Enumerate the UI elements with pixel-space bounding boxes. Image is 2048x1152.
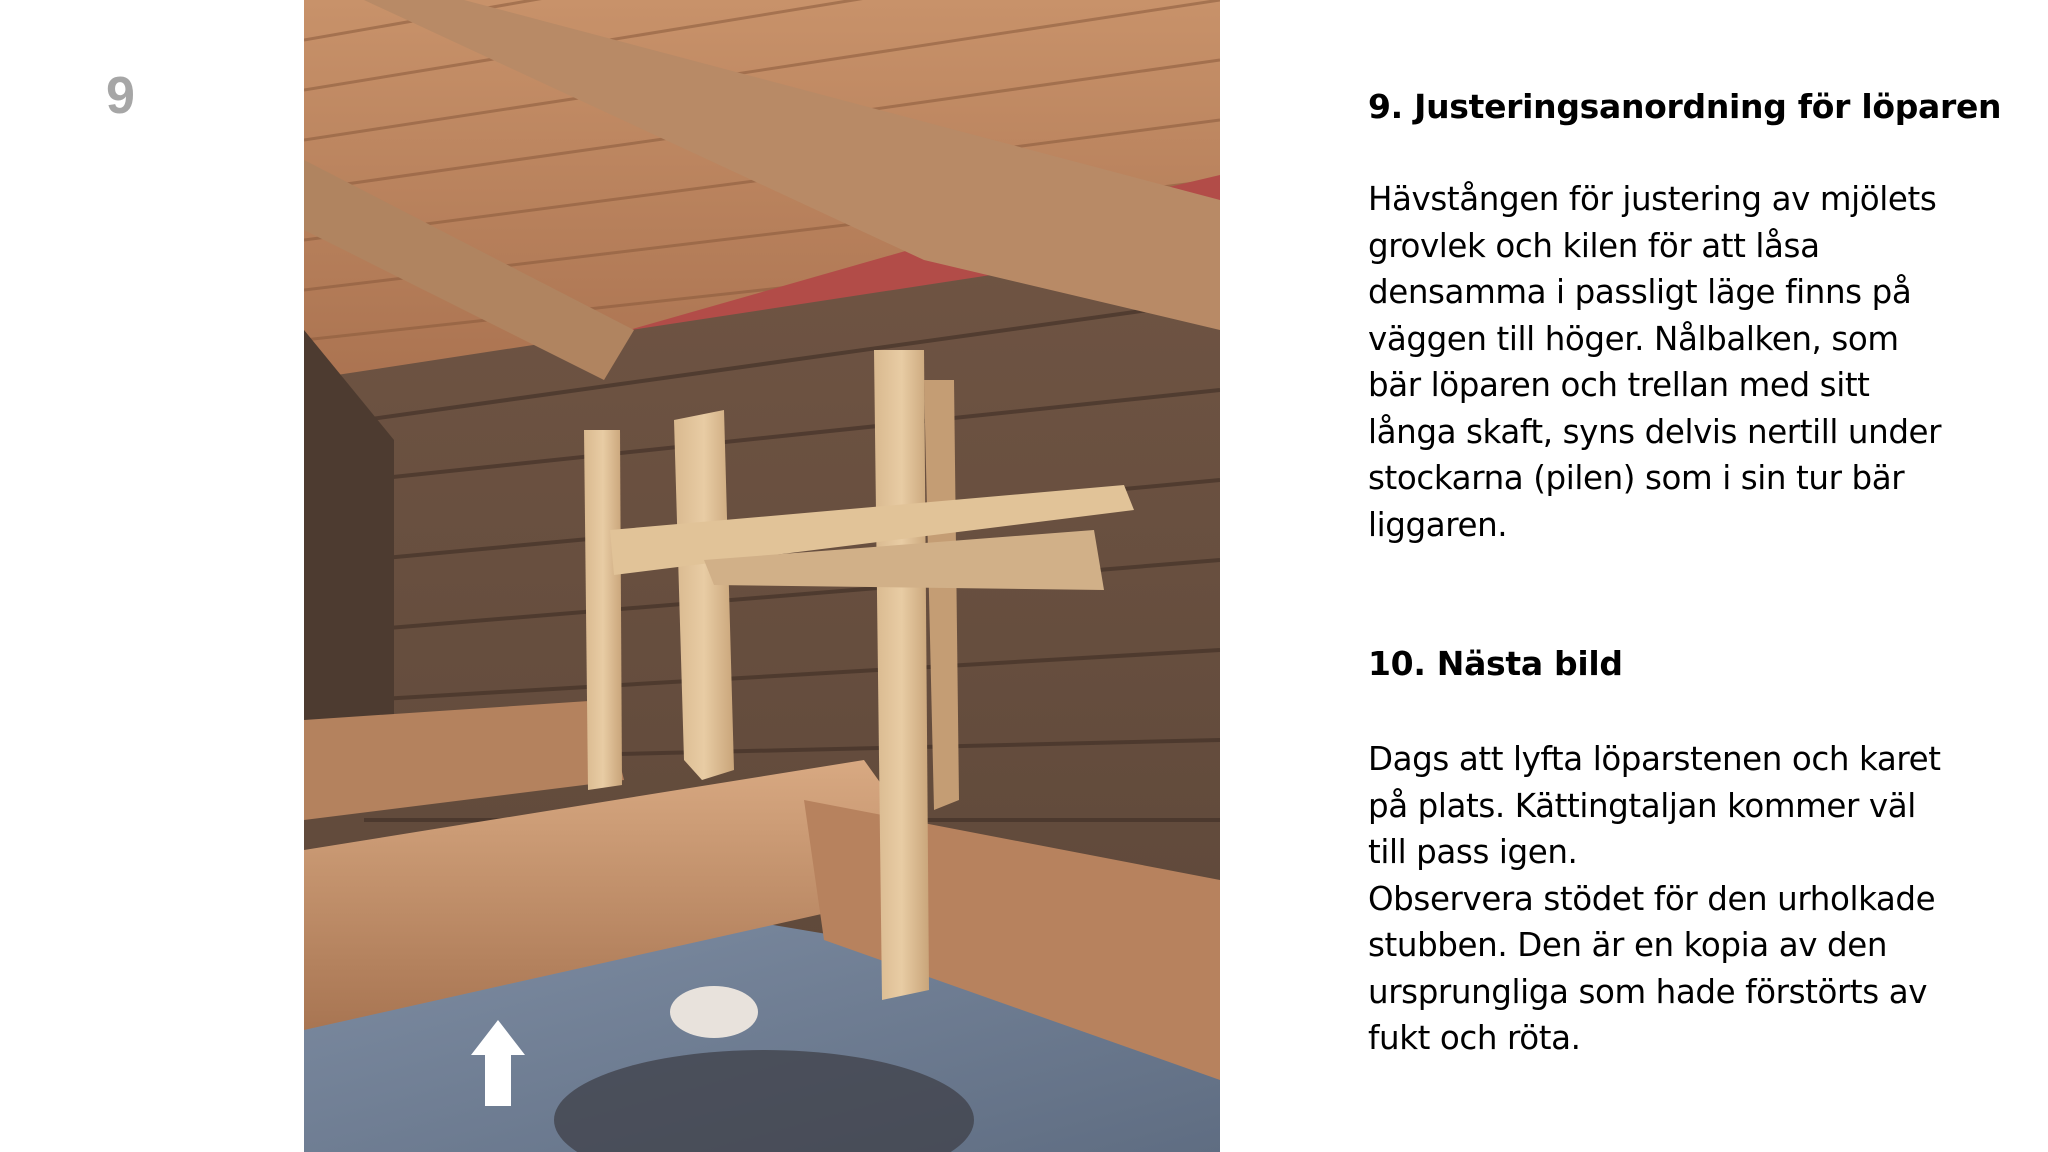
section-heading-9: 9. Justeringsanordning för löparen: [1368, 87, 2002, 126]
section-body-9: Hävstången för justering av mjölets grovlek och kilen för att låsa densamma i passligt läge finns på väggen till höger. Nålbalken, som bär löparen och trellan med sitt långa skaft, syns delvis nertill under stockarna (pilen) som i sin tur bär liggaren.: [1368, 180, 1942, 544]
slide-number: 9: [106, 67, 135, 125]
section-body-10: Dags att lyfta löparstenen och karet på plats. Kättingtaljan kommer väl till pass igen. Observera stödet för den urholkade stubben. Den är en kopia av den ursprungliga som hade förstörts av fukt och röta.: [1368, 740, 1941, 1057]
mill-photo: [304, 0, 1220, 1152]
section-heading-10: 10. Nästa bild: [1368, 644, 1623, 683]
